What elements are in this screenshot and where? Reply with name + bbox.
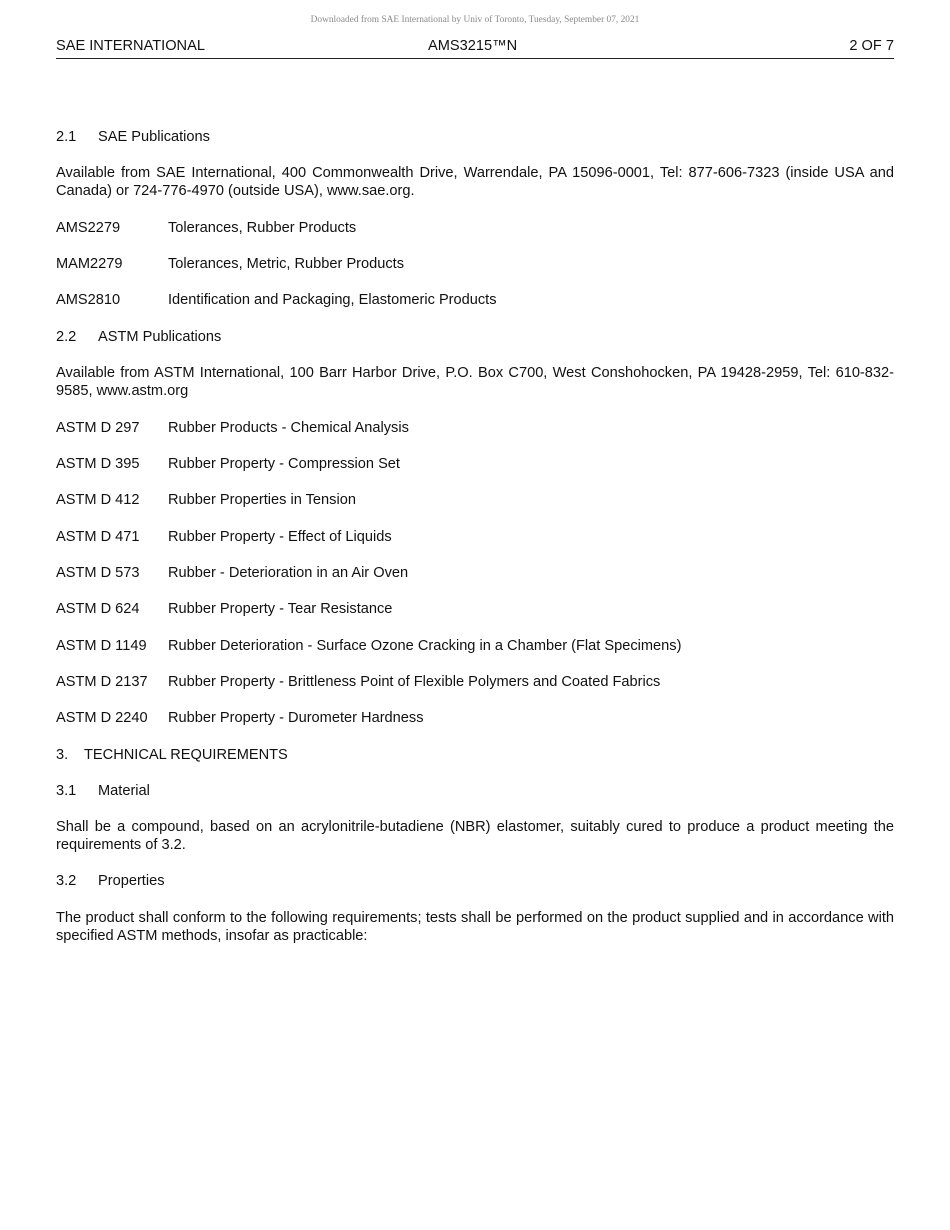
section-title: Properties [98,873,165,889]
reference-item [56,637,681,655]
section-heading-2-2 [56,328,221,346]
reference-item [56,709,424,727]
material-paragraph: Shall be a compound, based on an acrylonitrile-butadiene (NBR) elastomer, suitably cured to produce a product meeting the requirements of 3.2. [56,819,894,853]
reference-code: ASTM D 624 [56,601,140,617]
reference-item [56,673,660,691]
reference-code: ASTM D 2137 [56,674,148,690]
section-title: TECHNICAL REQUIREMENTS [84,747,288,763]
section-number: 3.1 [56,783,77,799]
section-title: Material [98,783,150,799]
section-number: 3.2 [56,873,77,889]
reference-title: Rubber Property - Compression Set [168,456,400,472]
reference-title: Identification and Packaging, Elastomeric Products [168,292,497,308]
reference-item [56,528,392,546]
section-heading-3 [56,746,288,764]
reference-title: Rubber Property - Brittleness Point of Flexible Polymers and Coated Fabrics [168,674,661,690]
reference-code: ASTM D 2240 [56,710,148,726]
reference-item [56,455,400,473]
reference-code: ASTM D 412 [56,492,140,508]
header-organization: SAE INTERNATIONAL [56,38,205,54]
reference-item [56,564,408,582]
reference-item [56,255,404,273]
reference-code: AMS2279 [56,220,121,236]
reference-item [56,491,356,509]
section-number: 2.1 [56,129,77,145]
header-page-number: 2 OF 7 [849,38,894,54]
reference-code: MAM2279 [56,256,123,272]
reference-item [56,600,392,618]
reference-title: Rubber Property - Durometer Hardness [168,710,424,726]
reference-title: Tolerances, Metric, Rubber Products [168,256,405,272]
reference-title: Rubber Property - Tear Resistance [168,601,393,617]
section-heading-3-2 [56,872,165,890]
reference-item [56,419,409,437]
section-number: 2.2 [56,329,77,345]
reference-code: ASTM D 471 [56,529,140,545]
reference-title: Rubber - Deterioration in an Air Oven [168,565,409,581]
section-heading-2-1 [56,128,210,146]
reference-title: Tolerances, Rubber Products [168,220,357,236]
properties-paragraph: The product shall conform to the following requirements; tests shall be performed on the product supplied and in accordance with specified ASTM methods, insofar as practicable: [56,910,894,944]
astm-availability-paragraph: Available from ASTM International, 100 Barr Harbor Drive, P.O. Box C700, West Conshohocken, PA 19428-2959, Tel: 610-832-9585, www.astm.org [56,365,894,399]
section-heading-3-1 [56,782,150,800]
section-title: ASTM Publications [98,329,222,345]
reference-title: Rubber Property - Effect of Liquids [168,529,392,545]
reference-title: Rubber Properties in Tension [168,492,356,508]
reference-code: AMS2810 [56,292,121,308]
sae-availability-paragraph: Available from SAE International, 400 Commonwealth Drive, Warrendale, PA 15096-0001, Tel: 877-606-7323 (inside USA and Canada) or 724-776-4970 (outside USA), www.sae.org. [56,165,894,199]
reference-code: ASTM D 1149 [56,638,147,654]
reference-code: ASTM D 573 [56,565,140,581]
reference-title: Rubber Deterioration - Surface Ozone Cracking in a Chamber (Flat Specimens) [168,638,682,654]
section-title: SAE Publications [98,129,210,145]
reference-item [56,219,356,237]
reference-code: ASTM D 297 [56,420,140,436]
reference-item [56,291,497,309]
section-number: 3. [56,747,69,763]
page-header [56,38,894,59]
header-document-number: AMS3215™N [428,38,518,54]
reference-code: ASTM D 395 [56,456,140,472]
reference-title: Rubber Products - Chemical Analysis [168,420,409,436]
download-notice: Downloaded from SAE International by Univ of Toronto, Tuesday, September 07, 2021 [310,15,640,25]
